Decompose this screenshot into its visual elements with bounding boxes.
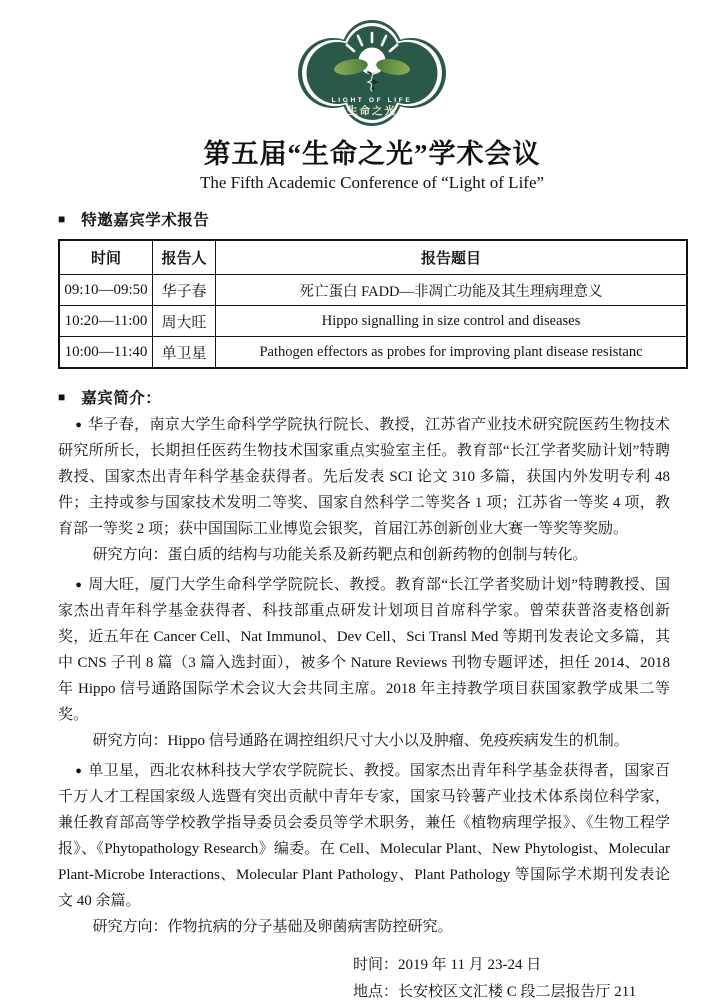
- event-details: [353, 952, 686, 1006]
- table-row: [59, 337, 687, 369]
- light-of-life-logo-icon: [296, 20, 448, 126]
- section-invited-talks: [58, 208, 686, 230]
- profiles-list: [58, 412, 670, 940]
- talk-time: 10:00—11:40: [59, 337, 153, 369]
- table-row: [59, 306, 687, 337]
- logo-chinese-label: 生命之光: [347, 105, 397, 117]
- header-title: 报告题目: [216, 240, 688, 275]
- profile-bio-text: 单卫星，西北农林科技大学农学院院长、教授。国家杰出青年科学基金获得者，国家百千万人才工程国家级人选暨有突出贡献中青年专家，国家马铃薯产业技术体系岗位科学家，兼任教育部高等学校教学指导委员会委员等学术职务，兼任《植物病理学报》、《生物工程学报》、《Phytopathology Research》编委。在 Cell、Molecular Plant、New Phytologist、Molecular Plant-Microbe Interactions、Molecular Plant Pathology、Plant Pathology 等国际学术期刊发表论文 40 余篇。: [58, 763, 670, 909]
- profile-bio: [58, 572, 670, 728]
- talk-title: Hippo signalling in size control and diseases: [216, 306, 688, 337]
- event-location: 地点：长安校区文汇楼 C 段二层报告厅 211: [353, 984, 637, 1000]
- profile-bio: [58, 412, 670, 542]
- section-invited-talks-label: 特邀嘉宾学术报告: [81, 212, 210, 229]
- logo-english-label: LIGHT OF LIFE: [331, 97, 413, 104]
- profile-bio: [58, 758, 670, 914]
- table-header-row: [59, 240, 687, 275]
- square-bullet-icon: ■: [58, 212, 66, 226]
- section-profiles-label: 嘉宾简介：: [81, 390, 162, 407]
- page-subtitle: The Fifth Academic Conference of “Light of Life”: [199, 173, 545, 192]
- talk-title: Pathogen effectors as probes for improving plant disease resistanc: [216, 337, 688, 369]
- talk-speaker: 周大旺: [153, 306, 216, 337]
- conference-logo: [58, 20, 686, 126]
- profile-research: 研究方向：蛋白质的结构与功能关系及新药靶点和创新药物的创制与转化。: [92, 547, 588, 563]
- talk-time: 09:10—09:50: [59, 275, 153, 306]
- schedule-table: [58, 239, 688, 369]
- talk-title: 死亡蛋白 FADD—非凋亡功能及其生理病理意义: [216, 275, 688, 306]
- talk-speaker: 华子春: [153, 275, 216, 306]
- talk-speaker: 单卫星: [153, 337, 216, 369]
- square-bullet-icon: ■: [58, 390, 66, 404]
- section-profiles: [58, 386, 686, 408]
- profile-bio-text: 周大旺，厦门大学生命科学学院院长、教授。教育部“长江学者奖励计划”特聘教授、国家杰出青年科学基金获得者、科技部重点研发计划项目首席科学家。曾荣获普洛麦格创新奖，近五年在 Cancer Cell、Nat Immunol、Dev Cell、Sci Transl Med 等期刊发表论文多篇，其中 CNS 子刊 8 篇（3 篇入选封面），被多个 Nature Reviews 刊物专题评述，担任 2014、2018 年 Hippo 信号通路国际学术会议大会共同主席。2018 年主持教学项目获国家教学成果二等奖。: [58, 577, 670, 723]
- table-row: [59, 275, 687, 306]
- page-title: 第五届“生命之光”学术会议: [203, 139, 541, 169]
- dot-bullet-icon: ●: [75, 419, 83, 431]
- dot-bullet-icon: ●: [75, 765, 83, 777]
- header-speaker: 报告人: [153, 240, 216, 275]
- event-time: 时间：2019 年 11 月 23-24 日: [353, 957, 542, 973]
- profile-bio-text: 华子春，南京大学生命科学学院执行院长、教授，江苏省产业技术研究院医药生物技术研究所所长，长期担任医药生物技术国家重点实验室主任。教育部“长江学者奖励计划”特聘教授、国家杰出青年科学基金获得者。先后发表 SCI 论文 310 多篇，获国内外发明专利 48 件；主持或参与国家技术发明二等奖、国家自然科学二等奖各 1 项；江苏省一等奖 4 项，教育部一等奖 2 项；获中国国际工业博览会银奖，首届江苏创新创业大赛一等奖等奖励。: [58, 417, 670, 537]
- dot-bullet-icon: ●: [75, 579, 83, 591]
- header-time: 时间: [59, 240, 153, 275]
- talk-time: 10:20—11:00: [59, 306, 153, 337]
- profile-research: 研究方向：作物抗病的分子基础及卵菌病害防控研究。: [92, 919, 453, 935]
- profile-research: 研究方向：Hippo 信号通路在调控组织尺寸大小以及肿瘤、免疫疾病发生的机制。: [92, 733, 629, 749]
